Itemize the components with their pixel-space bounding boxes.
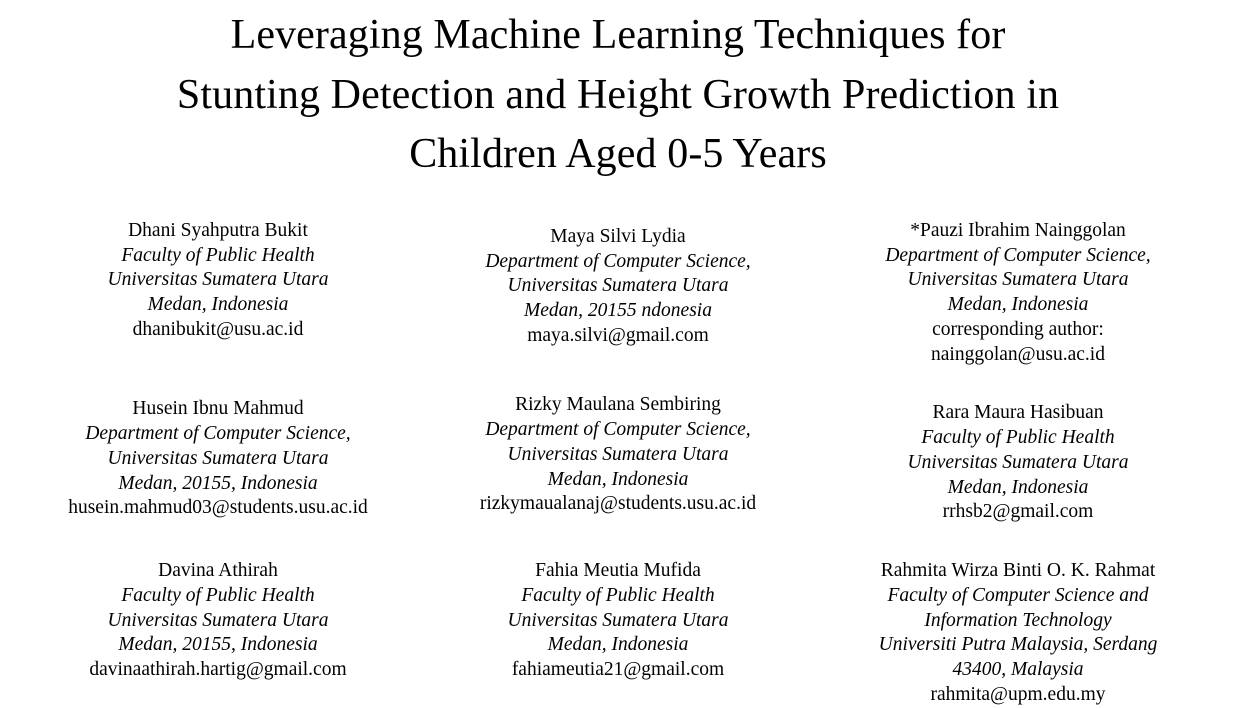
author-block	[818, 401, 1218, 525]
author-affiliation-line: Medan, Indonesia	[947, 476, 1089, 498]
author-name: Rara Maura Hasibuan	[932, 402, 1104, 424]
author-affiliation-line: Medan, 20155, Indonesia	[118, 472, 318, 494]
page-title	[0, 0, 1236, 185]
author-name: *Pauzi Ibrahim Nainggolan	[910, 219, 1126, 241]
author-affiliation-line: Medan, Indonesia	[547, 634, 689, 656]
author-affiliation-line: Information Technology	[924, 609, 1112, 631]
author-name: Rizky Maulana Sembiring	[515, 394, 721, 416]
author-name: Maya Silvi Lydia	[550, 225, 686, 247]
author-name: Husein Ibnu Mahmud	[132, 398, 304, 420]
author-name: Rahmita Wirza Binti O. K. Rahmat	[880, 560, 1156, 582]
author-email[interactable]: nainggolan@usu.ac.id	[931, 343, 1105, 365]
author-email[interactable]: maya.silvi@gmail.com	[527, 324, 709, 346]
author-affiliation-line: Medan, 20155 ndonesia	[524, 300, 712, 322]
author-affiliation-line: Department of Computer Science,	[885, 244, 1151, 266]
author-affiliation-line: Faculty of Public Health	[121, 244, 315, 266]
author-affiliation-line: Department of Computer Science,	[485, 419, 751, 441]
author-affiliation-line: 43400, Malaysia	[952, 659, 1084, 681]
author-block	[18, 397, 418, 525]
author-affiliation-line: Universitas Sumatera Utara	[507, 443, 729, 465]
author-block	[18, 219, 418, 368]
author-affiliation-line: Faculty of Computer Science and	[887, 584, 1149, 606]
author-affiliation-line: Universitas Sumatera Utara	[907, 451, 1129, 473]
title-line-3: Children Aged 0-5 Years	[409, 131, 827, 178]
author-affiliation-line: Faculty of Public Health	[521, 584, 715, 606]
author-email[interactable]: fahiameutia21@gmail.com	[511, 659, 725, 681]
author-list	[0, 219, 1236, 708]
author-email[interactable]: dhanibukit@usu.ac.id	[132, 318, 304, 340]
author-affiliation-line: Universiti Putra Malaysia, Serdang	[878, 634, 1158, 656]
author-block	[818, 219, 1218, 368]
author-affiliation-line: Universitas Sumatera Utara	[107, 447, 329, 469]
corresponding-author-note: corresponding author:	[932, 318, 1104, 340]
title-line-2: Stunting Detection and Height Growth Prediction in	[176, 71, 1060, 118]
author-affiliation-line: Universitas Sumatera Utara	[107, 269, 329, 291]
author-affiliation-line: Medan, 20155, Indonesia	[118, 634, 318, 656]
author-affiliation-line: Universitas Sumatera Utara	[507, 609, 729, 631]
author-affiliation-line: Universitas Sumatera Utara	[907, 269, 1129, 291]
author-affiliation-line: Medan, Indonesia	[147, 294, 289, 316]
author-affiliation-line: Faculty of Public Health	[121, 584, 315, 606]
author-name: Fahia Meutia Mufida	[535, 560, 701, 582]
author-affiliation-line: Medan, Indonesia	[547, 468, 689, 490]
author-block	[418, 393, 818, 525]
author-email[interactable]: rahmita@upm.edu.my	[930, 683, 1106, 705]
author-block	[418, 559, 818, 708]
author-name: Dhani Syahputra Bukit	[128, 219, 308, 241]
author-block	[418, 219, 818, 368]
author-email[interactable]: husein.mahmud03@students.usu.ac.id	[68, 497, 368, 519]
author-affiliation-line: Universitas Sumatera Utara	[507, 275, 729, 297]
author-affiliation-line: Department of Computer Science,	[85, 423, 351, 445]
author-affiliation-line: Department of Computer Science,	[485, 250, 751, 272]
author-name: Davina Athirah	[158, 560, 278, 582]
author-block	[818, 559, 1218, 708]
title-line-1: Leveraging Machine Learning Techniques for	[230, 12, 1006, 58]
author-affiliation-line: Faculty of Public Health	[921, 427, 1115, 449]
author-affiliation-line: Universitas Sumatera Utara	[107, 609, 329, 631]
author-affiliation-line: Medan, Indonesia	[947, 294, 1089, 316]
author-email[interactable]: davinaathirah.hartig@gmail.com	[89, 659, 347, 681]
author-email[interactable]: rizkymaualanaj@students.usu.ac.id	[479, 493, 757, 515]
author-email[interactable]: rrhsb2@gmail.com	[942, 501, 1094, 523]
author-block	[18, 559, 418, 708]
